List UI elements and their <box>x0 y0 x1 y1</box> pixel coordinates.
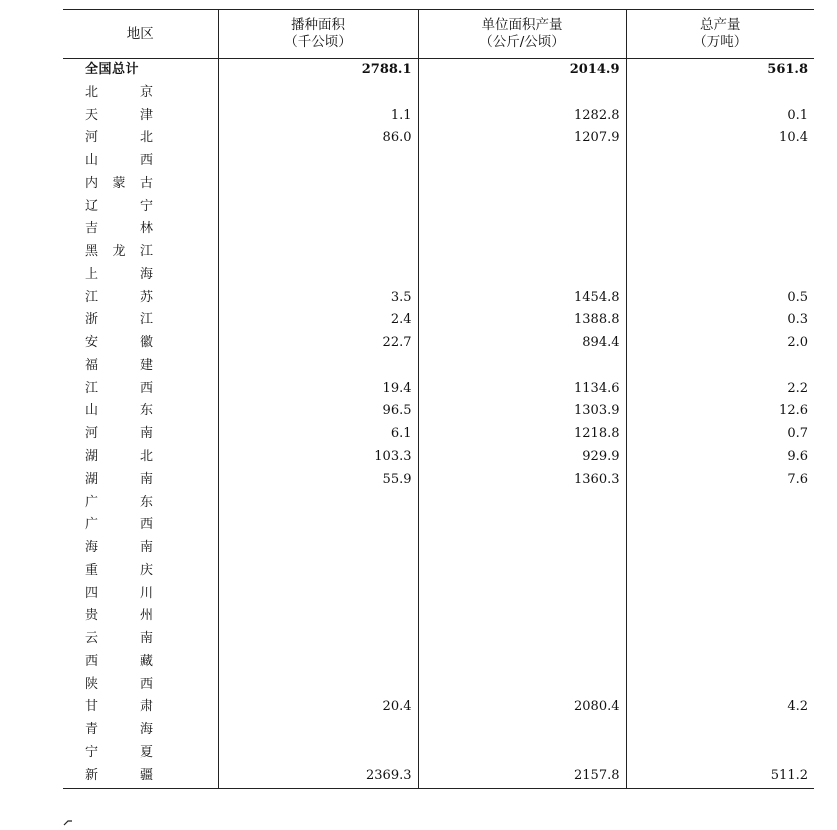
cell-region <box>63 583 218 606</box>
cell-output <box>626 651 814 674</box>
cell-yield: 2080.4 <box>418 696 626 719</box>
region-name: 广 西 <box>85 517 153 533</box>
cell-yield: 1218.8 <box>418 423 626 446</box>
cell-sown-area <box>218 560 418 583</box>
cell-sown-area: 20.4 <box>218 696 418 719</box>
crop-statistics-table <box>63 9 814 789</box>
region-name: 山 西 <box>85 153 153 169</box>
cell-output <box>626 241 814 264</box>
region-name: 广 东 <box>85 494 153 510</box>
cell-output <box>626 605 814 628</box>
table-row <box>63 378 814 401</box>
table-row <box>63 514 814 537</box>
cell-sown-area <box>218 82 418 105</box>
cell-output <box>626 150 814 173</box>
region-name: 云 南 <box>85 631 153 647</box>
region-name: 辽 宁 <box>85 198 153 214</box>
cell-sown-area <box>218 492 418 515</box>
region-name: 甘 肃 <box>85 699 153 715</box>
region-name: 内 蒙 古 <box>85 175 153 191</box>
cell-yield: 1282.8 <box>418 105 626 128</box>
region-name: 福 建 <box>85 357 153 373</box>
cell-yield: 1388.8 <box>418 309 626 332</box>
table-row <box>63 105 814 128</box>
cell-sown-area: 86.0 <box>218 127 418 150</box>
cell-sown-area: 2.4 <box>218 309 418 332</box>
table-row <box>63 264 814 287</box>
cell-sown-area: 55.9 <box>218 469 418 492</box>
cell-sown-area <box>218 173 418 196</box>
cell-sown-area <box>218 742 418 765</box>
cell-region <box>63 446 218 469</box>
cell-sown-area <box>218 355 418 378</box>
region-name: 贵 州 <box>85 608 153 624</box>
cell-region <box>63 423 218 446</box>
cell-sown-area: 96.5 <box>218 400 418 423</box>
header-region <box>63 10 218 59</box>
cell-output <box>626 719 814 742</box>
cell-yield <box>418 241 626 264</box>
table-row <box>63 583 814 606</box>
cell-output: 0.3 <box>626 309 814 332</box>
cell-region <box>63 560 218 583</box>
cell-output: 4.2 <box>626 696 814 719</box>
statistics-table-sheet <box>63 9 814 789</box>
header-total-output <box>626 10 814 59</box>
cell-yield <box>418 218 626 241</box>
header-output-unit: （万吨） <box>693 34 748 50</box>
region-name: 江 西 <box>85 380 153 396</box>
table-row <box>63 127 814 150</box>
cell-output: 0.5 <box>626 287 814 310</box>
cell-sown-area <box>218 218 418 241</box>
cell-region <box>63 150 218 173</box>
cell-sown-area <box>218 241 418 264</box>
header-sown-area-unit: （千公顷） <box>284 34 352 50</box>
region-name: 湖 南 <box>85 471 153 487</box>
region-name: 山 东 <box>85 403 153 419</box>
cell-yield <box>418 742 626 765</box>
cell-output <box>626 355 814 378</box>
table-row <box>63 605 814 628</box>
cell-output: 561.8 <box>626 59 814 82</box>
header-sown-area <box>218 10 418 59</box>
table-row <box>63 651 814 674</box>
table-row <box>63 400 814 423</box>
cell-yield <box>418 628 626 651</box>
header-yield-unit: （公斤/公顷） <box>479 34 565 50</box>
cell-output: 511.2 <box>626 765 814 788</box>
cell-yield <box>418 150 626 173</box>
table-row <box>63 287 814 310</box>
cell-region <box>63 537 218 560</box>
cell-output: 7.6 <box>626 469 814 492</box>
cell-region <box>63 651 218 674</box>
cell-region <box>63 492 218 515</box>
cell-sown-area <box>218 514 418 537</box>
table-row <box>63 332 814 355</box>
cell-sown-area <box>218 628 418 651</box>
cell-region <box>63 400 218 423</box>
cell-sown-area: 103.3 <box>218 446 418 469</box>
cell-sown-area: 6.1 <box>218 423 418 446</box>
cell-output <box>626 264 814 287</box>
cell-sown-area: 2369.3 <box>218 765 418 788</box>
cell-yield: 1303.9 <box>418 400 626 423</box>
cell-sown-area <box>218 196 418 219</box>
region-name: 河 北 <box>85 130 153 146</box>
region-name: 青 海 <box>85 722 153 738</box>
table-row <box>63 765 814 788</box>
cell-output <box>626 560 814 583</box>
table-row <box>63 150 814 173</box>
cell-output: 2.0 <box>626 332 814 355</box>
cell-region <box>63 59 218 82</box>
cell-output: 2.2 <box>626 378 814 401</box>
cell-region <box>63 719 218 742</box>
cell-region <box>63 605 218 628</box>
cell-output <box>626 218 814 241</box>
cell-output: 10.4 <box>626 127 814 150</box>
table-row <box>63 423 814 446</box>
cell-yield <box>418 492 626 515</box>
region-name: 宁 夏 <box>85 744 153 760</box>
cell-region <box>63 241 218 264</box>
table-row <box>63 446 814 469</box>
cell-yield: 1134.6 <box>418 378 626 401</box>
cell-yield <box>418 651 626 674</box>
cell-sown-area <box>218 605 418 628</box>
table-row <box>63 492 814 515</box>
cell-region <box>63 332 218 355</box>
cell-output <box>626 196 814 219</box>
cell-yield <box>418 583 626 606</box>
cell-output <box>626 674 814 697</box>
table-row <box>63 696 814 719</box>
cell-region <box>63 173 218 196</box>
header-yield-per-area <box>418 10 626 59</box>
region-name: 黑 龙 江 <box>85 244 153 260</box>
table-row <box>63 674 814 697</box>
cell-region <box>63 218 218 241</box>
header-sown-area-label: 播种面积 <box>291 17 345 33</box>
cell-yield: 2157.8 <box>418 765 626 788</box>
cell-region <box>63 196 218 219</box>
cell-output: 0.7 <box>626 423 814 446</box>
region-name: 江 苏 <box>85 289 153 305</box>
cell-sown-area <box>218 674 418 697</box>
cell-yield <box>418 264 626 287</box>
cell-sown-area <box>218 537 418 560</box>
cell-sown-area <box>218 583 418 606</box>
cell-sown-area: 1.1 <box>218 105 418 128</box>
cell-sown-area: 19.4 <box>218 378 418 401</box>
region-name: 吉 林 <box>85 221 153 237</box>
region-name: 上 海 <box>85 266 153 282</box>
region-name: 全国总计 <box>85 62 140 77</box>
table-row <box>63 560 814 583</box>
region-name: 北 京 <box>85 84 153 100</box>
cell-yield <box>418 173 626 196</box>
cell-yield <box>418 514 626 537</box>
cell-yield: 929.9 <box>418 446 626 469</box>
region-name: 新 疆 <box>85 767 153 783</box>
cell-yield <box>418 196 626 219</box>
cell-sown-area <box>218 651 418 674</box>
region-name: 陕 西 <box>85 676 153 692</box>
cell-sown-area <box>218 719 418 742</box>
table-row <box>63 309 814 332</box>
table-row <box>63 241 814 264</box>
cell-yield: 1454.8 <box>418 287 626 310</box>
region-name: 天 津 <box>85 107 153 123</box>
cell-output <box>626 537 814 560</box>
table-row <box>63 82 814 105</box>
table-row <box>63 218 814 241</box>
cell-output: 9.6 <box>626 446 814 469</box>
cell-output <box>626 628 814 651</box>
cell-yield: 2014.9 <box>418 59 626 82</box>
cell-output <box>626 742 814 765</box>
cell-output: 12.6 <box>626 400 814 423</box>
cell-sown-area: 3.5 <box>218 287 418 310</box>
cell-region <box>63 82 218 105</box>
table-body <box>63 59 814 789</box>
cell-yield <box>418 82 626 105</box>
cell-region <box>63 355 218 378</box>
cell-yield <box>418 605 626 628</box>
region-name: 河 南 <box>85 426 153 442</box>
table-row <box>63 537 814 560</box>
region-name: 海 南 <box>85 540 153 556</box>
table-row <box>63 469 814 492</box>
cell-region <box>63 674 218 697</box>
cell-region <box>63 378 218 401</box>
header-yield-label: 单位面积产量 <box>481 17 563 33</box>
table-row <box>63 742 814 765</box>
cell-yield <box>418 560 626 583</box>
header-output-label: 总产量 <box>700 17 741 33</box>
cell-yield <box>418 355 626 378</box>
cell-region <box>63 628 218 651</box>
cell-yield: 1360.3 <box>418 469 626 492</box>
table-row <box>63 628 814 651</box>
cell-output <box>626 514 814 537</box>
cell-region <box>63 127 218 150</box>
cell-region <box>63 264 218 287</box>
region-name: 四 川 <box>85 585 153 601</box>
table-row-total <box>63 59 814 82</box>
cell-output: 0.1 <box>626 105 814 128</box>
cell-output <box>626 492 814 515</box>
cell-output <box>626 82 814 105</box>
region-name: 湖 北 <box>85 449 153 465</box>
cell-output <box>626 583 814 606</box>
cell-yield: 894.4 <box>418 332 626 355</box>
region-name: 浙 江 <box>85 312 153 328</box>
table-header <box>63 10 814 59</box>
cell-yield <box>418 537 626 560</box>
cell-region <box>63 309 218 332</box>
table-row <box>63 173 814 196</box>
region-name: 重 庆 <box>85 562 153 578</box>
cell-region <box>63 765 218 788</box>
cell-sown-area <box>218 264 418 287</box>
cell-region <box>63 469 218 492</box>
cell-region <box>63 742 218 765</box>
table-row <box>63 196 814 219</box>
cell-sown-area <box>218 150 418 173</box>
region-name: 安 徽 <box>85 335 153 351</box>
table-row <box>63 719 814 742</box>
cell-yield <box>418 719 626 742</box>
cell-region <box>63 514 218 537</box>
cell-output <box>626 173 814 196</box>
page-footer-mark <box>63 811 73 817</box>
cell-region <box>63 105 218 128</box>
cell-region <box>63 287 218 310</box>
cell-yield <box>418 674 626 697</box>
cell-sown-area: 22.7 <box>218 332 418 355</box>
header-region-label: 地区 <box>126 25 154 42</box>
cell-region <box>63 696 218 719</box>
region-name: 西 藏 <box>85 653 153 669</box>
cell-sown-area: 2788.1 <box>218 59 418 82</box>
cell-yield: 1207.9 <box>418 127 626 150</box>
table-row <box>63 355 814 378</box>
